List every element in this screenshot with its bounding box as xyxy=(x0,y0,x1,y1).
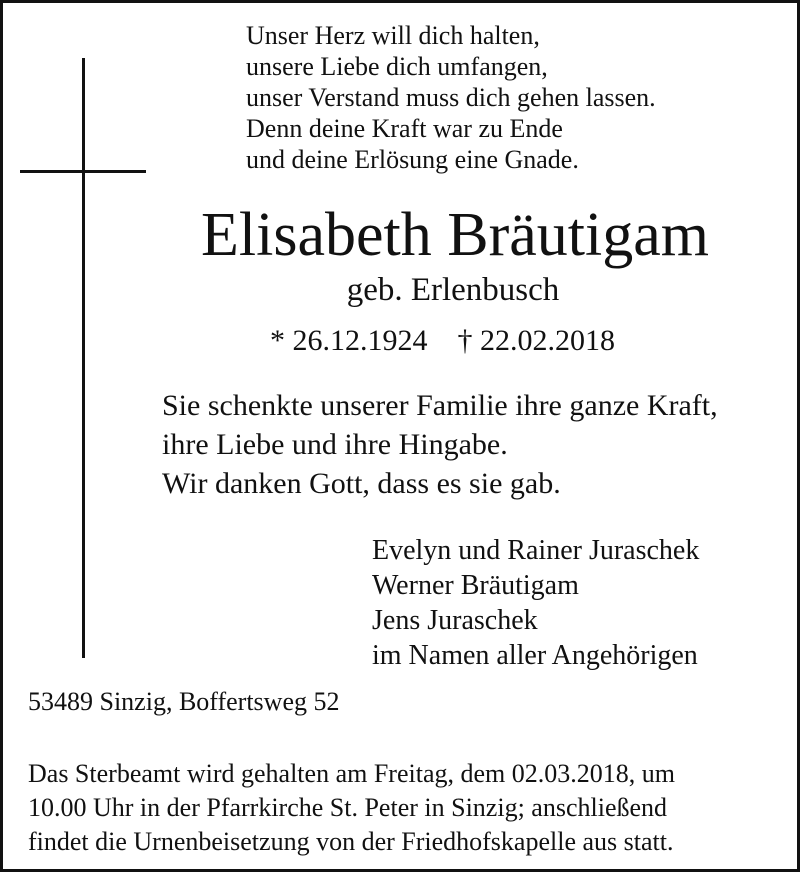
address: 53489 Sinzig, Boffertsweg 52 xyxy=(28,687,340,716)
service-line: Das Sterbeamt wird gehalten am Freitag, dem 02.03.2018, um xyxy=(28,759,675,788)
tribute-line: ihre Liebe und ihre Hingabe. xyxy=(162,428,508,461)
mourners-list xyxy=(372,533,699,673)
cross-horizontal-bar xyxy=(20,170,146,173)
mourner-line: Werner Bräutigam xyxy=(372,570,579,601)
deceased-name: Elisabeth Bräutigam xyxy=(201,201,709,269)
death-date: † 22.02.2018 xyxy=(457,324,615,357)
mourner-line: Evelyn und Rainer Juraschek xyxy=(372,535,700,566)
service-line: findet die Urnenbeisetzung von der Friedhofskapelle aus statt. xyxy=(28,827,674,856)
poem-line: Unser Herz will dich halten, xyxy=(246,21,540,50)
poem xyxy=(246,20,656,175)
poem-line: und deine Erlösung eine Gnade. xyxy=(246,145,579,174)
mourner-line: im Namen aller Angehörigen xyxy=(372,640,698,671)
service-notice xyxy=(28,757,675,859)
life-dates xyxy=(270,322,615,360)
tribute-text xyxy=(162,386,718,503)
poem-line: unsere Liebe dich umfangen, xyxy=(246,52,548,81)
poem-line: Denn deine Kraft war zu Ende xyxy=(246,114,563,143)
service-line: 10.00 Uhr in der Pfarrkirche St. Peter in Sinzig; anschließend xyxy=(28,793,668,822)
birth-date: * 26.12.1924 xyxy=(270,324,428,357)
poem-line: unser Verstand muss dich gehen lassen. xyxy=(246,83,656,112)
cross-vertical-bar xyxy=(82,58,85,658)
maiden-name: geb. Erlenbusch xyxy=(346,272,560,308)
mourner-line: Jens Juraschek xyxy=(372,605,538,636)
tribute-line: Wir danken Gott, dass es sie gab. xyxy=(162,467,561,500)
tribute-line: Sie schenkte unserer Familie ihre ganze Kraft, xyxy=(162,389,718,422)
